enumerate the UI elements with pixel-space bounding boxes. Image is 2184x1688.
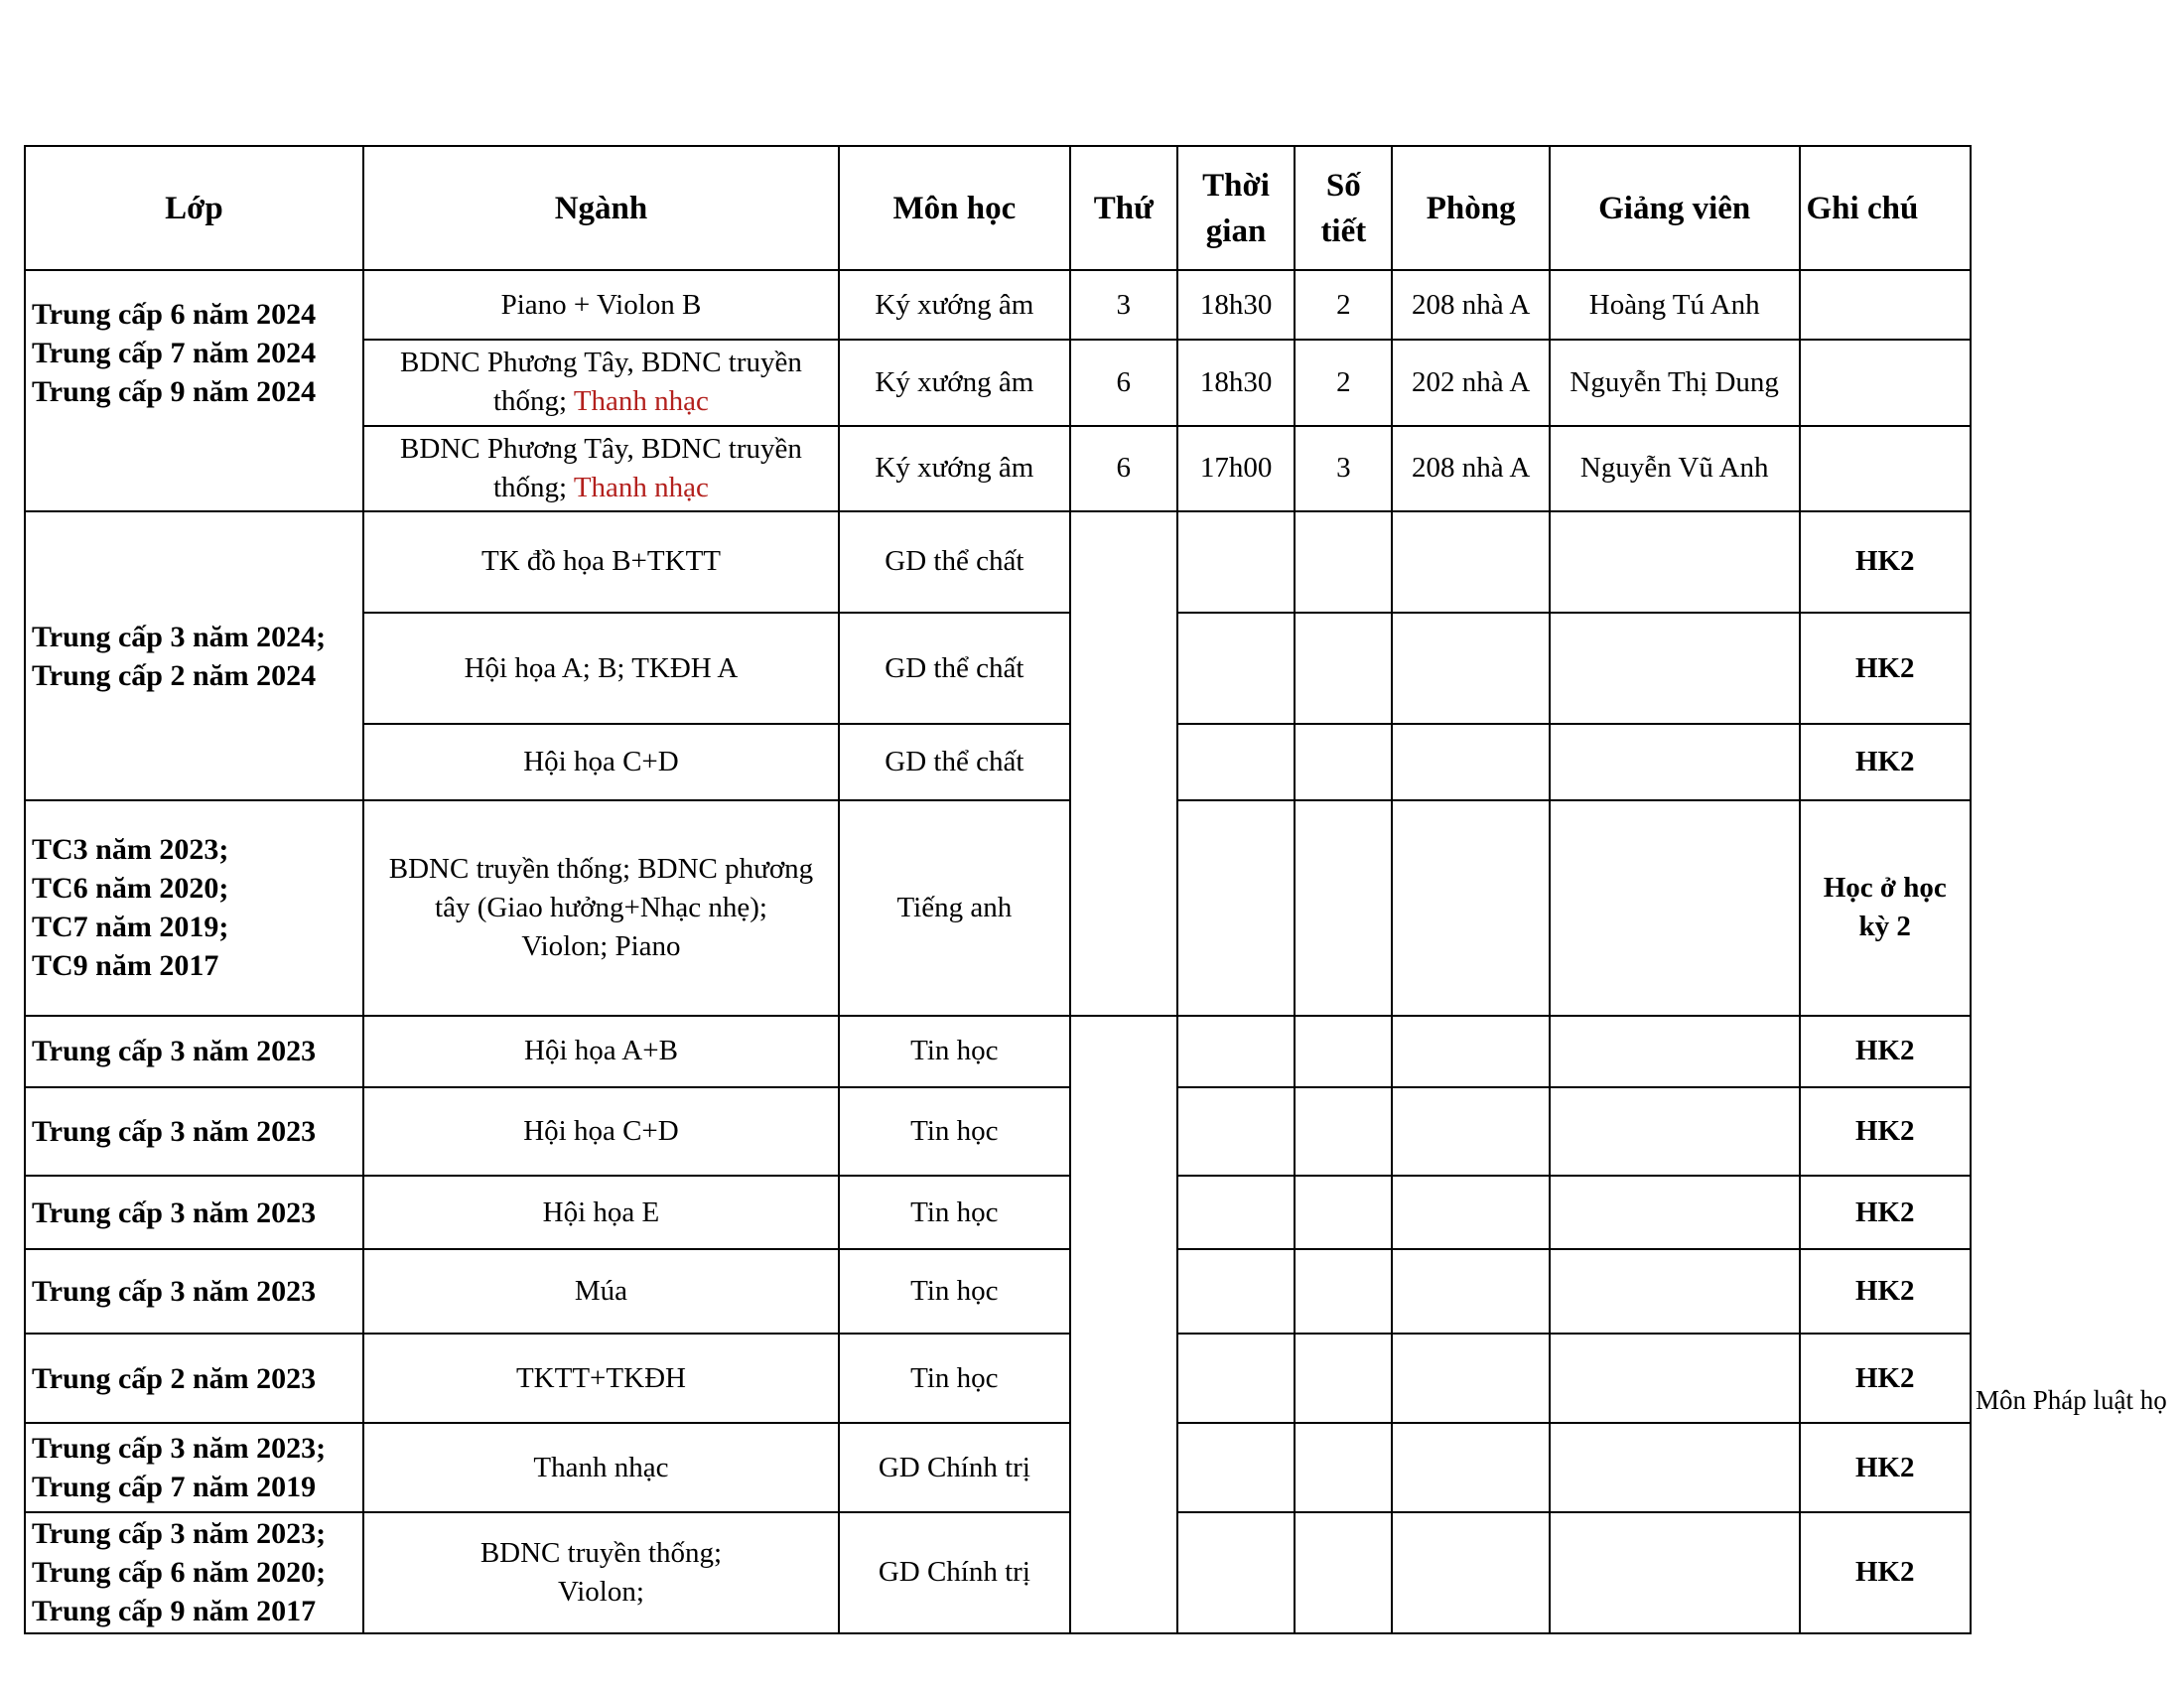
major-cell: Hội họa E <box>363 1176 839 1249</box>
periods-cell <box>1295 613 1392 724</box>
teacher-cell <box>1550 1334 1800 1423</box>
periods-cell: 3 <box>1295 426 1392 511</box>
day-cell <box>1070 511 1177 1016</box>
note-cell: Học ở học kỳ 2 <box>1800 800 1972 1015</box>
highlighted-major: Thanh nhạc <box>573 385 709 418</box>
day-cell <box>1070 1016 1177 1633</box>
note-cell: HK2 <box>1800 613 1972 724</box>
periods-cell <box>1295 1423 1392 1511</box>
subject-cell: GD thể chất <box>839 724 1070 800</box>
note-cell: HK2 <box>1800 511 1972 613</box>
time-cell <box>1177 1087 1295 1176</box>
side-note: Môn Pháp luật họ <box>1976 1385 2167 1415</box>
header-lop: Lớp <box>25 146 363 270</box>
time-cell: 17h00 <box>1177 426 1295 511</box>
periods-cell <box>1295 1176 1392 1249</box>
subject-cell: GD Chính trị <box>839 1512 1070 1633</box>
header-giang-vien: Giảng viên <box>1550 146 1800 270</box>
major-cell: BDNC truyền thống; BDNC phương tây (Giao hưởng+Nhạc nhẹ); Violon; Piano <box>363 800 839 1015</box>
class-cell: Trung cấp 3 năm 2023 <box>25 1176 363 1249</box>
note-cell: HK2 <box>1800 724 1972 800</box>
teacher-cell: Hoàng Tú Anh <box>1550 270 1800 340</box>
major-cell: BDNC Phương Tây, BDNC truyền thống; Thanh nhạc <box>363 426 839 511</box>
room-cell: 202 nhà A <box>1392 340 1549 425</box>
note-cell <box>1800 426 1972 511</box>
time-cell <box>1177 724 1295 800</box>
room-cell <box>1392 1249 1549 1334</box>
time-cell <box>1177 1423 1295 1511</box>
note-cell: HK2 <box>1800 1423 1972 1511</box>
class-cell: Trung cấp 6 năm 2024 Trung cấp 7 năm 2024 Trung cấp 9 năm 2024 <box>25 270 363 510</box>
teacher-cell <box>1550 1249 1800 1334</box>
room-cell <box>1392 724 1549 800</box>
room-cell <box>1392 1512 1549 1633</box>
major-cell: TK đồ họa B+TKTT <box>363 511 839 613</box>
table-row <box>25 1512 1971 1633</box>
subject-cell: Ký xướng âm <box>839 270 1070 340</box>
teacher-cell <box>1550 613 1800 724</box>
table-row <box>25 800 1971 1015</box>
teacher-cell <box>1550 1512 1800 1633</box>
note-cell: HK2 <box>1800 1087 1972 1176</box>
header-ghi-chu: Ghi chú <box>1800 146 1972 270</box>
periods-cell: 2 <box>1295 340 1392 425</box>
subject-cell: Tin học <box>839 1176 1070 1249</box>
class-cell: TC3 năm 2023; TC6 năm 2020; TC7 năm 2019; TC9 năm 2017 <box>25 800 363 1015</box>
time-cell <box>1177 1016 1295 1087</box>
time-cell <box>1177 1512 1295 1633</box>
day-cell: 6 <box>1070 426 1177 511</box>
subject-cell: GD Chính trị <box>839 1423 1070 1511</box>
day-cell: 6 <box>1070 340 1177 425</box>
class-cell: Trung cấp 3 năm 2023 <box>25 1249 363 1334</box>
major-cell: TKTT+TKĐH <box>363 1334 839 1423</box>
time-cell: 18h30 <box>1177 270 1295 340</box>
teacher-cell <box>1550 724 1800 800</box>
schedule-table <box>24 145 1972 1634</box>
room-cell <box>1392 1016 1549 1087</box>
time-cell <box>1177 1176 1295 1249</box>
note-cell <box>1800 270 1972 340</box>
room-cell <box>1392 800 1549 1015</box>
note-cell: HK2 <box>1800 1249 1972 1334</box>
note-cell: HK2 <box>1800 1512 1972 1633</box>
subject-cell: Tiếng anh <box>839 800 1070 1015</box>
time-cell <box>1177 800 1295 1015</box>
teacher-cell: Nguyễn Vũ Anh <box>1550 426 1800 511</box>
subject-cell: Tin học <box>839 1334 1070 1423</box>
periods-cell <box>1295 800 1392 1015</box>
note-cell: HK2 <box>1800 1176 1972 1249</box>
subject-cell: GD thể chất <box>839 613 1070 724</box>
major-cell: Hội họa A; B; TKĐH A <box>363 613 839 724</box>
class-cell: Trung cấp 3 năm 2024; Trung cấp 2 năm 2024 <box>25 511 363 801</box>
class-cell: Trung cấp 3 năm 2023; Trung cấp 6 năm 2020; Trung cấp 9 năm 2017 <box>25 1512 363 1633</box>
header-thoi-gian: Thời gian <box>1177 146 1295 270</box>
major-cell: BDNC Phương Tây, BDNC truyền thống; Thanh nhạc <box>363 340 839 425</box>
teacher-cell <box>1550 1423 1800 1511</box>
time-cell <box>1177 1334 1295 1423</box>
periods-cell <box>1295 511 1392 613</box>
table-row <box>25 1016 1971 1087</box>
major-cell: Hội họa C+D <box>363 724 839 800</box>
room-cell <box>1392 1423 1549 1511</box>
table-row <box>25 1087 1971 1176</box>
periods-cell <box>1295 724 1392 800</box>
class-cell: Trung cấp 2 năm 2023 <box>25 1334 363 1423</box>
subject-cell: Tin học <box>839 1249 1070 1334</box>
subject-cell: GD thể chất <box>839 511 1070 613</box>
table-row <box>25 1176 1971 1249</box>
room-cell <box>1392 613 1549 724</box>
header-thu: Thứ <box>1070 146 1177 270</box>
periods-cell <box>1295 1512 1392 1633</box>
periods-cell: 2 <box>1295 270 1392 340</box>
table-row <box>25 1249 1971 1334</box>
subject-cell: Ký xướng âm <box>839 426 1070 511</box>
class-cell: Trung cấp 3 năm 2023 <box>25 1016 363 1087</box>
table-row <box>25 1334 1971 1423</box>
highlighted-major: Thanh nhạc <box>573 471 709 503</box>
room-cell <box>1392 1087 1549 1176</box>
room-cell: 208 nhà A <box>1392 270 1549 340</box>
periods-cell <box>1295 1087 1392 1176</box>
table-row <box>25 270 1971 340</box>
periods-cell <box>1295 1016 1392 1087</box>
room-cell <box>1392 1176 1549 1249</box>
teacher-cell <box>1550 800 1800 1015</box>
periods-cell <box>1295 1334 1392 1423</box>
subject-cell: Ký xướng âm <box>839 340 1070 425</box>
room-cell <box>1392 1334 1549 1423</box>
class-cell: Trung cấp 3 năm 2023; Trung cấp 7 năm 2019 <box>25 1423 363 1511</box>
teacher-cell: Nguyễn Thị Dung <box>1550 340 1800 425</box>
class-cell: Trung cấp 3 năm 2023 <box>25 1087 363 1176</box>
header-so-tiet: Số tiết <box>1295 146 1392 270</box>
header-phong: Phòng <box>1392 146 1549 270</box>
room-cell <box>1392 511 1549 613</box>
major-cell: Hội họa A+B <box>363 1016 839 1087</box>
time-cell <box>1177 1249 1295 1334</box>
teacher-cell <box>1550 1176 1800 1249</box>
table-row <box>25 1423 1971 1511</box>
major-cell: Piano + Violon B <box>363 270 839 340</box>
subject-cell: Tin học <box>839 1016 1070 1087</box>
major-cell: Thanh nhạc <box>363 1423 839 1511</box>
header-mon-hoc: Môn học <box>839 146 1070 270</box>
table-row <box>25 511 1971 613</box>
note-cell: HK2 <box>1800 1334 1972 1423</box>
major-cell: BDNC truyền thống; Violon; <box>363 1512 839 1633</box>
time-cell: 18h30 <box>1177 340 1295 425</box>
header-nganh: Ngành <box>363 146 839 270</box>
teacher-cell <box>1550 1016 1800 1087</box>
periods-cell <box>1295 1249 1392 1334</box>
teacher-cell <box>1550 1087 1800 1176</box>
time-cell <box>1177 511 1295 613</box>
major-cell: Múa <box>363 1249 839 1334</box>
day-cell: 3 <box>1070 270 1177 340</box>
teacher-cell <box>1550 511 1800 613</box>
major-cell: Hội họa C+D <box>363 1087 839 1176</box>
header-row <box>25 146 1971 270</box>
time-cell <box>1177 613 1295 724</box>
room-cell: 208 nhà A <box>1392 426 1549 511</box>
subject-cell: Tin học <box>839 1087 1070 1176</box>
note-cell <box>1800 340 1972 425</box>
note-cell: HK2 <box>1800 1016 1972 1087</box>
